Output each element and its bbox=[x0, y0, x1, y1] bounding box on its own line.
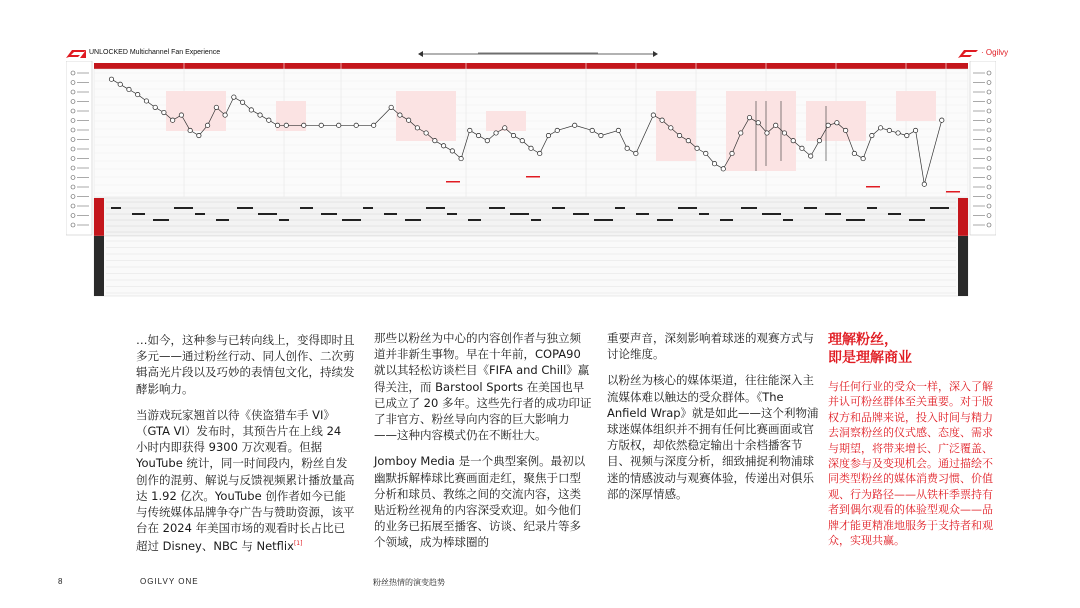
journey-node bbox=[153, 105, 157, 109]
rail-label bbox=[77, 130, 89, 131]
journey-node bbox=[188, 128, 192, 132]
section-heading-line-1: 理解粉丝， bbox=[828, 332, 898, 348]
rail-label bbox=[973, 120, 985, 121]
band-bar bbox=[237, 207, 253, 209]
band-bar bbox=[405, 219, 421, 221]
band-bar bbox=[300, 207, 313, 209]
rail-dot bbox=[987, 138, 991, 142]
journey-node bbox=[214, 105, 218, 109]
journey-node bbox=[232, 95, 236, 99]
ogilvy-brand: · Ogilvy bbox=[981, 48, 1009, 57]
rail-label bbox=[973, 92, 985, 93]
band-bar bbox=[615, 207, 625, 209]
band-bar bbox=[258, 213, 277, 215]
journey-node bbox=[179, 113, 183, 117]
rail-label bbox=[77, 168, 89, 169]
journey-node bbox=[765, 131, 769, 135]
journey-node bbox=[721, 167, 725, 171]
rail-label bbox=[973, 111, 985, 112]
journey-node bbox=[485, 138, 489, 142]
col2-paragraph-1: 那些以粉丝为中心的内容创作者与独立频道并非新生事物。早在十年前，COPA90 就以其轻松访谈栏目《FIFA and Chill》赢得关注，而 Barstool Sports 在美国也早已成立了 20 多年。这些先行者的成功印证了非官方、粉丝导向内容的巨大影响力——这种内容模式仍在不断壮大。 bbox=[374, 331, 592, 443]
rail-dot bbox=[71, 214, 75, 218]
band-bar bbox=[132, 213, 145, 215]
rail-label bbox=[77, 101, 89, 102]
fan-journey-map bbox=[66, 61, 996, 313]
chart-title: UNLOCKED Multichannel Fan Experience bbox=[89, 49, 221, 56]
journey-node bbox=[835, 121, 839, 125]
journey-node bbox=[686, 138, 690, 142]
red-marker bbox=[526, 176, 540, 178]
rail-label bbox=[973, 177, 985, 178]
rail-label bbox=[973, 196, 985, 197]
journey-node bbox=[712, 162, 716, 166]
band-bar bbox=[174, 207, 193, 209]
journey-node bbox=[406, 118, 410, 122]
red-marker bbox=[446, 181, 460, 183]
rail-dot bbox=[71, 147, 75, 151]
band-bar bbox=[363, 207, 373, 209]
journey-node bbox=[843, 128, 847, 132]
rail-dot bbox=[987, 119, 991, 123]
band-bar bbox=[468, 219, 481, 221]
footer-section: 粉丝热情的演变趋势 bbox=[373, 578, 445, 587]
rail-dot bbox=[987, 90, 991, 94]
journey-node bbox=[494, 131, 498, 135]
journey-node bbox=[267, 118, 271, 122]
footer-brand: OGILVY ONE bbox=[140, 577, 199, 586]
journey-node bbox=[756, 121, 760, 125]
rail-label bbox=[973, 139, 985, 140]
rail-label bbox=[77, 206, 89, 207]
rail-dot bbox=[987, 166, 991, 170]
col1-paragraph-1: …如今，这种参与已转向线上，变得即时且多元——通过粉丝行动、同人创作、二次剪辑高光片段以及巧妙的表情包文化，持续发酵影响力。 bbox=[136, 333, 355, 396]
journey-node bbox=[651, 113, 655, 117]
rail-label bbox=[77, 187, 89, 188]
journey-node bbox=[398, 113, 402, 117]
band-bar bbox=[636, 213, 649, 215]
journey-node bbox=[590, 128, 594, 132]
journey-node bbox=[337, 123, 341, 127]
rail-dot bbox=[987, 176, 991, 180]
rail-dot bbox=[71, 195, 75, 199]
journey-node bbox=[459, 156, 463, 160]
band-marker bbox=[94, 283, 104, 295]
journey-node bbox=[170, 118, 174, 122]
band-bar bbox=[762, 213, 781, 215]
journey-node bbox=[240, 100, 244, 104]
band-bar bbox=[531, 219, 541, 221]
journey-node bbox=[739, 131, 743, 135]
rail-dot bbox=[987, 195, 991, 199]
band-bar bbox=[846, 219, 865, 221]
journey-node bbox=[634, 151, 638, 155]
rail-dot bbox=[987, 81, 991, 85]
column-4 bbox=[828, 331, 998, 548]
band-bar bbox=[594, 219, 613, 221]
rail-dot bbox=[987, 157, 991, 161]
journey-node bbox=[476, 133, 480, 137]
journey-node bbox=[677, 133, 681, 137]
section-heading-line-2: 即是理解商业 bbox=[828, 350, 912, 366]
journey-node bbox=[905, 133, 909, 137]
highlight-zone bbox=[656, 91, 696, 161]
band-marker bbox=[94, 238, 104, 250]
band-bar bbox=[342, 219, 361, 221]
rail-label bbox=[973, 101, 985, 102]
journey-node bbox=[887, 128, 891, 132]
rail-dot bbox=[71, 176, 75, 180]
journey-node bbox=[538, 151, 542, 155]
rail-dot bbox=[987, 71, 991, 75]
rail-label bbox=[973, 168, 985, 169]
journey-node bbox=[441, 144, 445, 148]
rail-dot bbox=[987, 185, 991, 189]
journey-node bbox=[162, 110, 166, 114]
col1-paragraph-2-text: 当游戏玩家翘首以待《侠盗猎车手 VI》（GTA VI）发布时，其预告片在上线 24 小时内即获得 9300 万次观看。但据 YouTube 统计，同一时间段内，粉丝自发创作的混剪、解说与反馈视频累计播放量高达 1.92 亿次。YouTube 创作者如今已能与传统媒体品牌争夺广告与赞助资源，该平台在 2024 年美国市场的观看时长占比已超过 Disney、NBC 与 Netflix bbox=[136, 407, 355, 554]
journey-node bbox=[223, 113, 227, 117]
journey-node bbox=[616, 128, 620, 132]
journey-node bbox=[450, 149, 454, 153]
journey-node bbox=[424, 131, 428, 135]
band-bar bbox=[930, 207, 949, 209]
band-bar bbox=[699, 213, 709, 215]
rail-dot bbox=[71, 109, 75, 113]
rail-dot bbox=[987, 214, 991, 218]
rail-dot bbox=[71, 166, 75, 170]
page-number: 8 bbox=[58, 577, 63, 586]
band-bar bbox=[510, 213, 529, 215]
journey-node bbox=[468, 128, 472, 132]
band-bar bbox=[678, 207, 697, 209]
band-bar bbox=[783, 219, 793, 221]
column-2 bbox=[374, 330, 592, 551]
journey-node bbox=[144, 99, 148, 103]
rail-label bbox=[77, 158, 89, 159]
journey-node bbox=[302, 123, 306, 127]
journey-node bbox=[695, 146, 699, 150]
band-bar bbox=[552, 207, 565, 209]
rail-dot bbox=[71, 90, 75, 94]
rail-label bbox=[77, 177, 89, 178]
journey-node bbox=[284, 123, 288, 127]
f1-logo-right-icon bbox=[958, 50, 978, 58]
journey-node bbox=[529, 146, 533, 150]
band-bar bbox=[657, 219, 673, 221]
rail-dot bbox=[987, 100, 991, 104]
band-bar bbox=[888, 213, 901, 215]
journey-node bbox=[433, 138, 437, 142]
band-bar bbox=[447, 213, 457, 215]
section-body: 与任何行业的受众一样，深入了解并认可粉丝群体至关重要。对于版权方和品牌来说，投入时间与精力去洞察粉丝的仪式感、态度、需求与期望，将带来增长、广泛覆盖、深度参与及变现机会。通过描绘不同类型粉丝的媒体消费习惯、价值观、行为路径——从铁杆季票持有者到偶尔观看的体验型观众——品牌才能更精准地服务于支持者和观众，实现共赢。 bbox=[828, 380, 993, 548]
rail-dot bbox=[71, 185, 75, 189]
journey-node bbox=[205, 123, 209, 127]
f1-logo-icon bbox=[66, 50, 86, 58]
band-bar bbox=[573, 213, 589, 215]
rail-dot bbox=[71, 81, 75, 85]
column-1 bbox=[136, 332, 356, 554]
rail-dot bbox=[71, 138, 75, 142]
highlight-zone bbox=[896, 91, 936, 121]
band-bar bbox=[825, 213, 841, 215]
journey-node bbox=[371, 123, 375, 127]
rail-label bbox=[973, 82, 985, 83]
rail-dot bbox=[71, 71, 75, 75]
journey-node bbox=[782, 131, 786, 135]
band-bar bbox=[867, 207, 877, 209]
rail-label bbox=[973, 187, 985, 188]
band-bar bbox=[804, 207, 817, 209]
journey-node bbox=[127, 87, 131, 91]
journey-node bbox=[940, 118, 944, 122]
journey-node bbox=[136, 92, 140, 96]
rail-label bbox=[973, 215, 985, 216]
rail-label bbox=[973, 73, 985, 74]
journey-node bbox=[800, 146, 804, 150]
journey-node bbox=[503, 126, 507, 130]
journey-node bbox=[511, 133, 515, 137]
rail-label bbox=[77, 120, 89, 121]
journey-node bbox=[747, 115, 751, 119]
journey-node bbox=[599, 133, 603, 137]
highlight-zone bbox=[166, 91, 226, 131]
journey-node bbox=[669, 126, 673, 130]
col3-paragraph-2: 以粉丝为核心的媒体渠道，往往能深入主流媒体难以触达的受众群体。《The Anfield Wrap》就是如此——这个利物浦球迷媒体组织并不拥有任何比赛画面或官方版权，却依然稳定输出十余档播客节目、视频与深度分析，细致捕捉利物浦球迷的情感波动与观赛体验，传递出对俱乐部的深厚情感。 bbox=[607, 373, 819, 501]
band-bar bbox=[720, 219, 733, 221]
journey-node bbox=[730, 151, 734, 155]
rail-dot bbox=[987, 109, 991, 113]
band-bar bbox=[321, 213, 337, 215]
journey-node bbox=[922, 182, 926, 186]
section-heading bbox=[828, 331, 998, 367]
rail-label bbox=[973, 149, 985, 150]
journey-node bbox=[319, 123, 323, 127]
band-bar bbox=[909, 219, 925, 221]
band-bar bbox=[426, 207, 445, 209]
rail-dot bbox=[71, 223, 75, 227]
journey-node bbox=[197, 133, 201, 137]
journey-node bbox=[546, 133, 550, 137]
journey-node bbox=[354, 123, 358, 127]
rail-dot bbox=[71, 128, 75, 132]
rail-label bbox=[77, 111, 89, 112]
band-bar bbox=[111, 207, 121, 209]
journey-node bbox=[118, 82, 122, 86]
journey-node bbox=[817, 138, 821, 142]
rail-dot bbox=[71, 119, 75, 123]
journey-node bbox=[415, 126, 419, 130]
journey-node bbox=[520, 138, 524, 142]
journey-node bbox=[808, 154, 812, 158]
rail-label bbox=[973, 130, 985, 131]
journey-node bbox=[896, 131, 900, 135]
journey-node bbox=[870, 133, 874, 137]
col3-paragraph-1: 重要声音，深刻影响着球迷的观赛方式与讨论维度。 bbox=[607, 331, 814, 362]
rail-label bbox=[973, 225, 985, 226]
journey-node bbox=[791, 138, 795, 142]
journey-node bbox=[878, 126, 882, 130]
col1-paragraph-2 bbox=[136, 407, 356, 555]
journey-node bbox=[555, 128, 559, 132]
rail-label bbox=[77, 92, 89, 93]
journey-node bbox=[774, 123, 778, 127]
column-3 bbox=[607, 330, 821, 502]
band-bar bbox=[195, 213, 205, 215]
rail-label bbox=[77, 215, 89, 216]
journey-node bbox=[109, 77, 113, 81]
journey-node bbox=[389, 105, 393, 109]
rail-label bbox=[77, 139, 89, 140]
band-bar bbox=[741, 207, 757, 209]
rail-dot bbox=[987, 204, 991, 208]
rail-label bbox=[973, 206, 985, 207]
rail-label bbox=[77, 82, 89, 83]
band-marker bbox=[94, 253, 104, 265]
timeline-arrow-icon bbox=[418, 49, 658, 59]
journey-node bbox=[913, 128, 917, 132]
journey-node bbox=[258, 113, 262, 117]
journey-node bbox=[275, 123, 279, 127]
rail-dot bbox=[987, 128, 991, 132]
rail-dot bbox=[987, 147, 991, 151]
footnote-marker[interactable]: [1] bbox=[293, 540, 303, 548]
red-marker bbox=[866, 186, 880, 188]
rail-dot bbox=[71, 157, 75, 161]
journey-node bbox=[704, 151, 708, 155]
rail-label bbox=[77, 196, 89, 197]
red-marker bbox=[946, 191, 960, 193]
band-bar bbox=[216, 219, 229, 221]
journey-node bbox=[852, 151, 856, 155]
rail-label bbox=[77, 73, 89, 74]
band-bar bbox=[489, 207, 505, 209]
rail-label bbox=[77, 225, 89, 226]
col2-paragraph-2: Jomboy Media 是一个典型案例。最初以幽默拆解棒球比赛画面走红，聚焦于口型分析和球员、教练之间的交流内容，这类贴近粉丝视角的内容深受欢迎。如今他们的业务已拓展至播客、访谈、纪录片等多个领域，成为棒球圈的 bbox=[374, 454, 586, 550]
band-marker bbox=[94, 268, 104, 280]
rail-dot bbox=[71, 100, 75, 104]
journey-node bbox=[826, 123, 830, 127]
band-bar bbox=[153, 219, 169, 221]
journey-node bbox=[660, 118, 664, 122]
journey-node bbox=[861, 156, 865, 160]
band-bar bbox=[384, 213, 397, 215]
journey-node bbox=[573, 123, 577, 127]
band-bar bbox=[279, 219, 289, 221]
rail-label bbox=[77, 149, 89, 150]
rail-dot bbox=[71, 204, 75, 208]
rail-dot bbox=[987, 223, 991, 227]
rail-label bbox=[973, 158, 985, 159]
journey-node bbox=[249, 108, 253, 112]
journey-node bbox=[625, 146, 629, 150]
